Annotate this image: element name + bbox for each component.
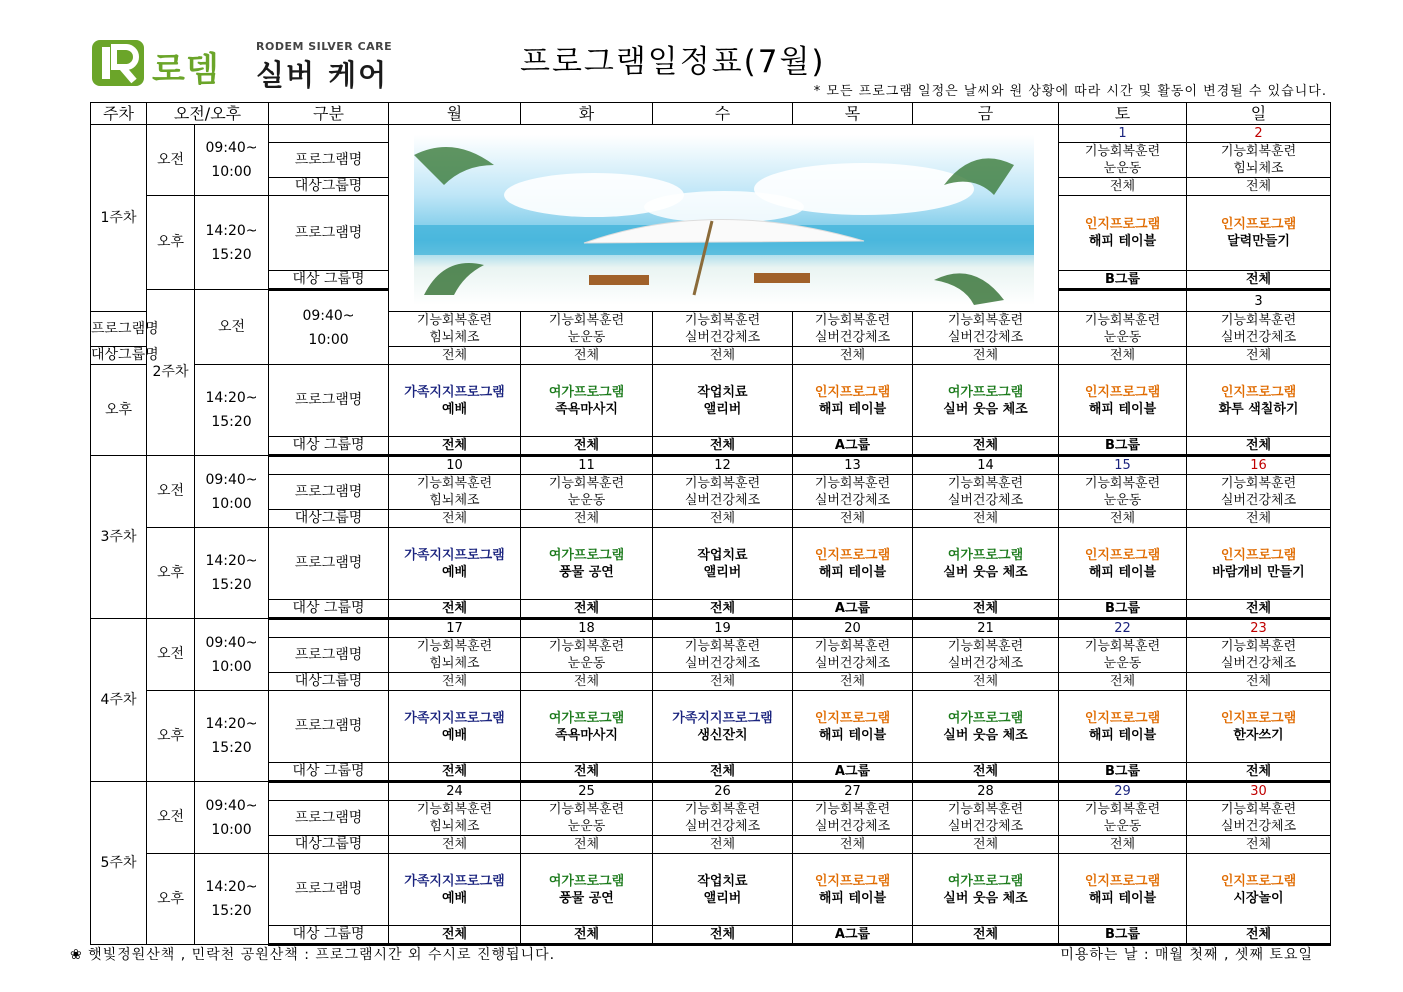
target-cell: 전체 — [653, 437, 793, 456]
target-cell: 전체 — [389, 600, 521, 619]
target-cell: 전체 — [653, 926, 793, 945]
program-cell: 기능회복훈련 힘뇌체조 — [389, 638, 521, 673]
footer-beauty-day: 미용하는 날 : 매월 첫째 , 셋째 토요일 — [1060, 947, 1313, 963]
program-cell: 기능회복훈련 힘뇌체조 — [1187, 143, 1331, 178]
program-label: 프로그램명 — [269, 196, 389, 271]
program-cell: 기능회복훈련 눈운동 — [521, 638, 653, 673]
blank-cell — [1059, 290, 1187, 312]
program-cell: 기능회복훈련 눈운동 — [521, 801, 653, 836]
target-label: 대상그룹명 — [91, 347, 159, 363]
header-sat: 토 — [1059, 103, 1187, 125]
target-cell: 전체 — [1187, 926, 1331, 945]
pm-time: 14:20~ 15:20 — [195, 196, 269, 290]
am-time: 09:40~ 10:00 — [195, 782, 269, 854]
target-cell: 전체 — [389, 926, 521, 945]
target-cell: A그룹 — [793, 763, 913, 782]
program-cell: 기능회복훈련 눈운동 — [521, 312, 653, 347]
week-label: 5주차 — [91, 782, 147, 945]
program-cell: 여가프로그램 실버 웃음 체조 — [913, 365, 1059, 437]
target-cell: 전체 — [389, 347, 521, 365]
program-cell: 인지프로그램 화투 색칠하기 — [1187, 365, 1331, 437]
program-label: 프로그램명 — [269, 528, 389, 600]
beach-umbrella-icon — [394, 125, 1054, 311]
date-cell: 1 — [1059, 125, 1187, 143]
program-label: 프로그램명 — [269, 801, 389, 836]
target-label: 대상그룹명 — [269, 178, 389, 196]
program-cell: 인지프로그램 바람개비 만들기 — [1187, 528, 1331, 600]
program-label: 프로그램명 — [269, 365, 389, 437]
date-cell: 24 — [389, 782, 521, 801]
program-cell: 인지프로그램 달력만들기 — [1187, 196, 1331, 271]
pm-time: 14:20~ 15:20 — [195, 691, 269, 782]
date-cell: 2 — [1187, 125, 1331, 143]
target-cell: 전체 — [913, 926, 1059, 945]
target-cell: 전체 — [793, 510, 913, 528]
target-cell: 전체 — [389, 673, 521, 691]
program-cell: 기능회복훈련 눈운동 — [1059, 143, 1187, 178]
program-cell: 인지프로그램 시장놀이 — [1187, 854, 1331, 926]
program-cell: 인지프로그램 해피 테이블 — [1059, 196, 1187, 271]
program-cell: 기능회복훈련 실버건강체조 — [653, 638, 793, 673]
target-cell: 전체 — [389, 510, 521, 528]
notice: * 모든 프로그램 일정은 날씨와 원 상황에 따라 시간 및 활동이 변경될 수 있습니다. — [813, 84, 1327, 99]
date-cell: 3 — [1187, 290, 1331, 312]
header-category: 구분 — [269, 103, 389, 125]
program-cell: 여가프로그램 풍물 공연 — [521, 854, 653, 926]
target-cell: 전체 — [521, 763, 653, 782]
program-cell: 기능회복훈련 눈운동 — [1059, 638, 1187, 673]
target-cell: A그룹 — [793, 600, 913, 619]
date-cell: 18 — [521, 619, 653, 638]
program-cell: 인지프로그램 해피 테이블 — [1059, 854, 1187, 926]
program-cell: 기능회복훈련 실버건강체조 — [1187, 312, 1331, 347]
date-cell: 12 — [653, 456, 793, 475]
target-label: 대상 그룹명 — [269, 763, 389, 782]
target-cell: 전체 — [1187, 673, 1331, 691]
target-cell: 전체 — [1187, 178, 1331, 196]
program-cell: 여가프로그램 실버 웃음 체조 — [913, 691, 1059, 763]
target-label: 대상그룹명 — [269, 673, 389, 691]
pm-time: 14:20~ 15:20 — [195, 854, 269, 945]
target-cell: 전체 — [389, 437, 521, 456]
am-time: 09:40~ 10:00 — [195, 456, 269, 528]
target-cell: 전체 — [521, 600, 653, 619]
week-label: 4주차 — [91, 619, 147, 782]
target-cell: 전체 — [521, 673, 653, 691]
program-cell: 인지프로그램 해피 테이블 — [1059, 365, 1187, 437]
target-label: 대상그룹명 — [269, 510, 389, 528]
target-cell: 전체 — [1059, 347, 1187, 365]
date-cell: 19 — [653, 619, 793, 638]
pm-label: 오후 — [147, 528, 195, 619]
target-cell: 전체 — [653, 510, 793, 528]
program-cell: 작업치료 앨리버 — [653, 854, 793, 926]
target-cell: B그룹 — [1059, 763, 1187, 782]
program-label: 프로그램명 — [269, 475, 389, 510]
logo-korean: 로뎀 — [152, 50, 220, 90]
program-cell: 기능회복훈련 실버건강체조 — [793, 475, 913, 510]
program-cell: 기능회복훈련 실버건강체조 — [793, 801, 913, 836]
target-cell: 전체 — [521, 437, 653, 456]
blank-cell — [269, 456, 389, 475]
program-label: 프로그램명 — [269, 143, 389, 178]
program-cell: 기능회복훈련 눈운동 — [521, 475, 653, 510]
am-label: 오전 — [195, 290, 269, 365]
am-time: 09:40~ 10:00 — [269, 290, 389, 365]
am-label: 오전 — [147, 782, 195, 854]
program-cell: 여가프로그램 족욕마사지 — [521, 691, 653, 763]
pm-time: 14:20~ 15:20 — [195, 528, 269, 619]
target-cell: 전체 — [1059, 178, 1187, 196]
date-cell: 17 — [389, 619, 521, 638]
program-label: 프로그램명 — [269, 638, 389, 673]
date-cell: 27 — [793, 782, 913, 801]
pm-label: 오후 — [91, 365, 147, 456]
blank-cell — [269, 782, 389, 801]
program-cell: 기능회복훈련 눈운동 — [1059, 475, 1187, 510]
target-cell: 전체 — [1187, 510, 1331, 528]
blank-cell — [269, 125, 389, 143]
target-cell: 전체 — [1187, 437, 1331, 456]
header-row — [91, 103, 1331, 125]
date-cell: 10 — [389, 456, 521, 475]
program-cell: 가족지지프로그램 생신잔치 — [653, 691, 793, 763]
target-cell: 전체 — [653, 600, 793, 619]
program-cell: 가족지지프로그램 예배 — [389, 528, 521, 600]
program-cell: 기능회복훈련 실버건강체조 — [793, 638, 913, 673]
target-label: 대상그룹명 — [269, 836, 389, 854]
target-cell: 전체 — [793, 836, 913, 854]
header-sun: 일 — [1187, 103, 1331, 125]
logo — [90, 36, 410, 90]
program-cell: 작업치료 앨리버 — [653, 528, 793, 600]
program-cell: 기능회복훈련 실버건강체조 — [1187, 638, 1331, 673]
program-cell: 인지프로그램 한자쓰기 — [1187, 691, 1331, 763]
program-cell: 인지프로그램 해피 테이블 — [1059, 691, 1187, 763]
program-cell: 인지프로그램 해피 테이블 — [793, 691, 913, 763]
program-cell: 기능회복훈련 힘뇌체조 — [389, 801, 521, 836]
date-cell: 13 — [793, 456, 913, 475]
target-cell: 전체 — [653, 836, 793, 854]
target-label: 대상 그룹명 — [269, 926, 389, 945]
program-cell: 작업치료 앨리버 — [653, 365, 793, 437]
am-label: 오전 — [147, 456, 195, 528]
target-cell: 전체 — [653, 347, 793, 365]
date-cell: 11 — [521, 456, 653, 475]
program-label: 프로그램명 — [269, 854, 389, 926]
target-cell: B그룹 — [1059, 437, 1187, 456]
header-mon: 월 — [389, 103, 521, 125]
header-fri: 금 — [913, 103, 1059, 125]
schedule-table — [90, 102, 1331, 946]
program-label: 프로그램명 — [91, 312, 147, 347]
header-wed: 수 — [653, 103, 793, 125]
program-cell: 기능회복훈련 힘뇌체조 — [389, 312, 521, 347]
program-cell: 가족지지프로그램 예배 — [389, 365, 521, 437]
target-label: 대상 그룹명 — [269, 271, 389, 290]
program-cell: 여가프로그램 실버 웃음 체조 — [913, 528, 1059, 600]
program-cell: 인지프로그램 해피 테이블 — [793, 854, 913, 926]
date-cell: 25 — [521, 782, 653, 801]
target-cell: 전체 — [913, 437, 1059, 456]
program-cell: 기능회복훈련 실버건강체조 — [653, 801, 793, 836]
date-cell: 16 — [1187, 456, 1331, 475]
target-cell: 전체 — [653, 673, 793, 691]
target-cell: 전체 — [1059, 673, 1187, 691]
program-cell: 여가프로그램 풍물 공연 — [521, 528, 653, 600]
date-cell: 30 — [1187, 782, 1331, 801]
header-thu: 목 — [793, 103, 913, 125]
target-cell: 전체 — [913, 347, 1059, 365]
header-tue: 화 — [521, 103, 653, 125]
target-cell: 전체 — [521, 510, 653, 528]
target-cell: 전체 — [521, 347, 653, 365]
program-cell: 기능회복훈련 실버건강체조 — [913, 475, 1059, 510]
program-cell: 인지프로그램 해피 테이블 — [793, 365, 913, 437]
program-cell: 인지프로그램 해피 테이블 — [793, 528, 913, 600]
date-cell: 22 — [1059, 619, 1187, 638]
pm-label: 오후 — [147, 196, 195, 290]
am-time: 09:40~ 10:00 — [195, 125, 269, 196]
date-cell: 29 — [1059, 782, 1187, 801]
program-cell: 기능회복훈련 눈운동 — [1059, 312, 1187, 347]
target-cell: 전체 — [913, 510, 1059, 528]
beach-illustration — [389, 125, 1059, 312]
program-cell: 기능회복훈련 실버건강체조 — [913, 638, 1059, 673]
target-label: 대상 그룹명 — [269, 437, 389, 456]
logo-korean2: 실버 케어 — [256, 58, 389, 92]
header-week: 주차 — [91, 103, 147, 125]
program-cell: 기능회복훈련 눈운동 — [1059, 801, 1187, 836]
program-cell: 기능회복훈련 실버건강체조 — [1187, 475, 1331, 510]
pm-label: 오후 — [147, 854, 195, 945]
target-cell: 전체 — [521, 926, 653, 945]
target-cell: 전체 — [1187, 763, 1331, 782]
date-cell: 21 — [913, 619, 1059, 638]
date-cell: 28 — [913, 782, 1059, 801]
program-cell: 기능회복훈련 실버건강체조 — [653, 475, 793, 510]
date-cell: 15 — [1059, 456, 1187, 475]
week-label: 1주차 — [91, 125, 147, 312]
target-cell: B그룹 — [1059, 600, 1187, 619]
week-label: 2주차 — [147, 290, 195, 456]
date-cell: 26 — [653, 782, 793, 801]
target-cell: 전체 — [913, 600, 1059, 619]
target-cell: B그룹 — [1059, 271, 1187, 290]
date-cell: 23 — [1187, 619, 1331, 638]
target-cell: 전체 — [1187, 347, 1331, 365]
program-cell: 기능회복훈련 실버건강체조 — [913, 312, 1059, 347]
header-ampm: 오전/오후 — [147, 103, 269, 125]
date-cell: 14 — [913, 456, 1059, 475]
target-cell: 전체 — [653, 763, 793, 782]
program-cell: 기능회복훈련 실버건강체조 — [793, 312, 913, 347]
pm-label: 오후 — [147, 691, 195, 782]
target-cell: 전체 — [913, 763, 1059, 782]
program-cell: 인지프로그램 해피 테이블 — [1059, 528, 1187, 600]
target-cell: A그룹 — [793, 926, 913, 945]
blank-cell — [269, 619, 389, 638]
target-cell: 전체 — [521, 836, 653, 854]
program-cell: 기능회복훈련 힘뇌체조 — [389, 475, 521, 510]
program-label: 프로그램명 — [269, 691, 389, 763]
date-cell: 20 — [793, 619, 913, 638]
target-cell: 전체 — [793, 673, 913, 691]
target-cell: 전체 — [1059, 836, 1187, 854]
target-cell: 전체 — [1187, 271, 1331, 290]
am-label: 오전 — [147, 619, 195, 691]
program-cell: 가족지지프로그램 예배 — [389, 854, 521, 926]
target-cell: 전체 — [913, 673, 1059, 691]
program-cell: 여가프로그램 족욕마사지 — [521, 365, 653, 437]
target-cell: 전체 — [1059, 510, 1187, 528]
page-title: 프로그램일정표(7월) — [520, 44, 826, 80]
week-label: 3주차 — [91, 456, 147, 619]
target-label: 대상 그룹명 — [269, 600, 389, 619]
pm-time: 14:20~ 15:20 — [195, 365, 269, 456]
am-time: 09:40~ 10:00 — [195, 619, 269, 691]
program-cell: 기능회복훈련 실버건강체조 — [913, 801, 1059, 836]
target-cell: 전체 — [389, 836, 521, 854]
target-cell: 전체 — [389, 763, 521, 782]
target-cell: 전체 — [1187, 836, 1331, 854]
program-cell: 가족지지프로그램 예배 — [389, 691, 521, 763]
target-cell: 전체 — [793, 347, 913, 365]
target-cell: 전체 — [913, 836, 1059, 854]
footer-note: ❀ 햇빛정원산책 , 민락천 공원산책 : 프로그램시간 외 수시로 진행됩니다. — [70, 947, 556, 963]
program-cell: 여가프로그램 실버 웃음 체조 — [913, 854, 1059, 926]
program-cell: 기능회복훈련 실버건강체조 — [1187, 801, 1331, 836]
target-cell: A그룹 — [793, 437, 913, 456]
am-label: 오전 — [147, 125, 195, 196]
logo-r-icon — [90, 38, 146, 88]
logo-english: RODEM SILVER CARE — [256, 40, 393, 53]
program-cell: 기능회복훈련 실버건강체조 — [653, 312, 793, 347]
target-cell: 전체 — [1187, 600, 1331, 619]
target-cell: B그룹 — [1059, 926, 1187, 945]
